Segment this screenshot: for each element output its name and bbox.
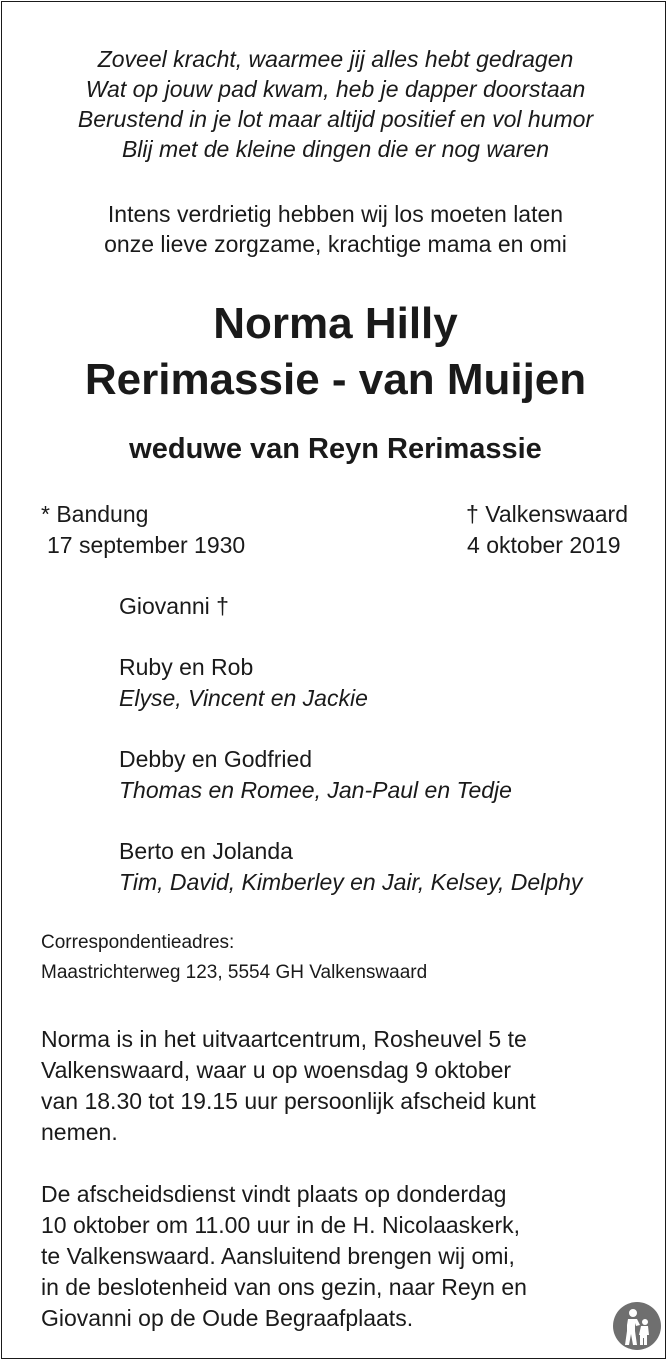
memorial-figure-logo-icon	[613, 1302, 661, 1350]
paragraph-line: Norma is in het uitvaartcentrum, Rosheuvel 5 te	[41, 1026, 527, 1052]
birth-date: 17 september 1930	[47, 532, 246, 558]
correspondence-address: Maastrichterweg 123, 5554 GH Valkenswaard	[41, 962, 428, 983]
paragraph-line: De afscheidsdienst vindt plaats op donderdag	[41, 1181, 507, 1207]
death-date: 4 oktober 2019	[467, 532, 621, 558]
paragraph-line: te Valkenswaard. Aansluitend brengen wij omi,	[41, 1243, 515, 1269]
intro	[2, 199, 669, 259]
grandchildren: Thomas en Romee, Jan-Paul en Tedje	[119, 777, 512, 803]
family-entry: Debby en Godfried	[119, 746, 313, 772]
intro-line: onze lieve zorgzame, krachtige mama en omi	[104, 231, 567, 257]
poem-line: Berustend in je lot maar altijd positief en vol humor	[77, 106, 594, 132]
name-line: Norma Hilly	[213, 299, 458, 348]
deceased-name	[2, 296, 669, 408]
paragraph-line: 10 oktober om 11.00 uur in de H. Nicolaaskerk,	[41, 1212, 520, 1238]
death-place: † Valkenswaard	[466, 501, 628, 527]
poem	[2, 44, 669, 164]
birth-info	[41, 499, 245, 561]
paragraph-line: van 18.30 tot 19.15 uur persoonlijk afscheid kunt	[41, 1088, 536, 1114]
visitation-paragraph	[41, 1024, 536, 1148]
correspondence-label: Correspondentieadres:	[41, 932, 235, 953]
paragraph-line: Giovanni op de Oude Begraafplaats.	[41, 1305, 414, 1331]
paragraph-line: in de beslotenheid van ons gezin, naar Reyn en	[41, 1274, 527, 1300]
widow-line: weduwe van Reyn Rerimassie	[129, 433, 542, 465]
grandchildren: Elyse, Vincent en Jackie	[119, 685, 368, 711]
intro-line: Intens verdrietig hebben wij los moeten laten	[107, 201, 564, 227]
paragraph-line: nemen.	[41, 1119, 118, 1145]
paragraph-line: Valkenswaard, waar u op woensdag 9 oktober	[41, 1057, 512, 1083]
death-info	[466, 499, 628, 561]
poem-line: Zoveel kracht, waarmee jij alles hebt gedragen	[97, 46, 574, 72]
obituary-card	[1, 1, 666, 1359]
service-paragraph	[41, 1179, 527, 1334]
name-line: Rerimassie - van Muijen	[84, 355, 587, 404]
family-entry: Ruby en Rob	[119, 654, 254, 680]
family-entry: Berto en Jolanda	[119, 838, 293, 864]
correspondence	[41, 928, 427, 988]
poem-line: Wat op jouw pad kwam, heb je dapper doorstaan	[85, 76, 586, 102]
grandchildren: Tim, David, Kimberley en Jair, Kelsey, Delphy	[119, 869, 583, 895]
poem-line: Blij met de kleine dingen die er nog waren	[121, 136, 550, 162]
birth-place: * Bandung	[41, 501, 149, 527]
family-entry: Giovanni †	[119, 593, 229, 619]
family-list	[119, 591, 582, 898]
